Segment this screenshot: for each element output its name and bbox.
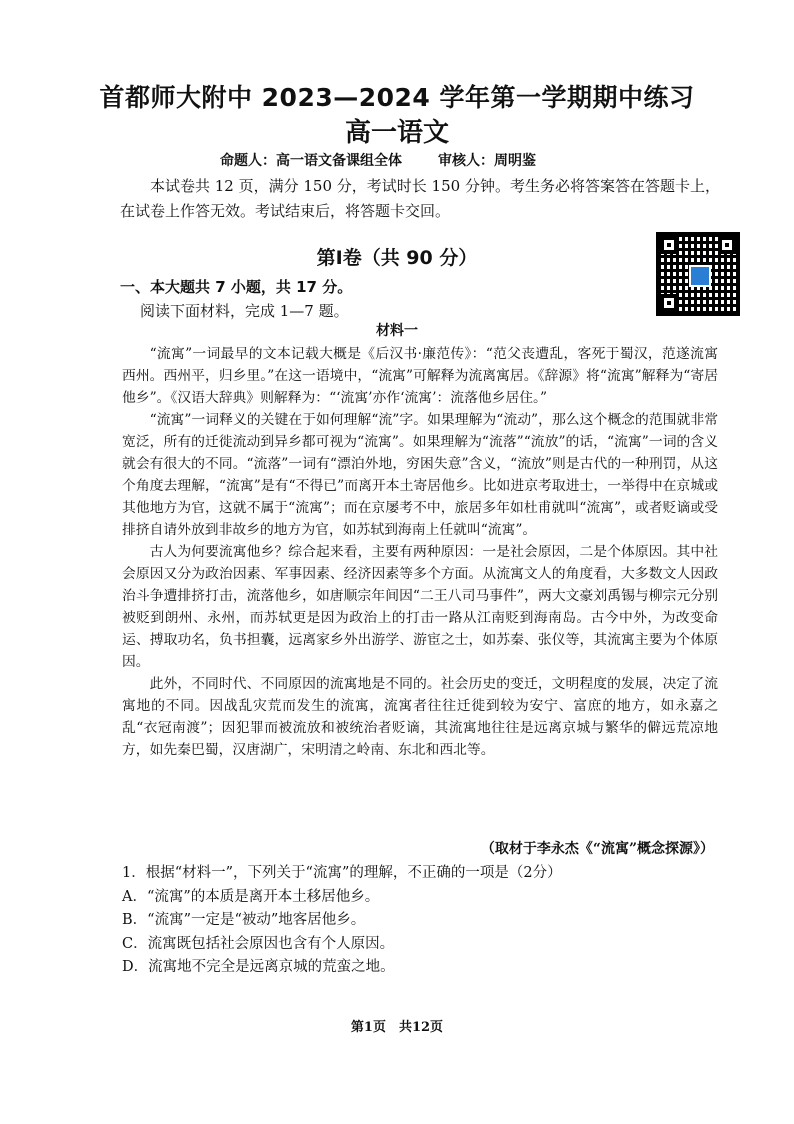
part-instruction: 阅读下面材料，完成 1—7 题。	[140, 302, 349, 320]
question-1	[122, 862, 722, 980]
material-source: （取材于李永杰《“流寓”概念探源》）	[480, 841, 714, 857]
qr-code-icon	[656, 232, 740, 316]
exam-notice: 本试卷共 12 页，满分 150 分，考试时长 150 分钟。考生务必将答案答在答题卡上，在试卷上作答无效。考试结束后，将答题卡交回。	[120, 177, 720, 220]
exam-title: 首都师大附中 2023—2024 学年第一学期期中练习	[99, 83, 695, 112]
material-title: 材料一	[376, 323, 418, 339]
material-paragraph: 古人为何要流寓他乡？综合起来看，主要有两种原因：一是社会原因，二是个体原因。其中社会原因又分为政治因素、军事因素、经济因素等多个方面。从流寓文人的角度看，大多数文人因政治斗争遭排挤打击，流落他乡，如唐顺宗年间因“二王八司马事件”，两大文豪刘禹锡与柳宗元分别被贬到朗州、永州，而苏轼更是因为政治上的打击一路从江南贬到海南岛。古今中外，为改变命运、搏取功名，负书担囊，远离家乡外出游学、游宦之士，如苏秦、张仪等，其流寓主要为个体原因。	[122, 544, 718, 670]
qr-logo-icon	[689, 265, 711, 287]
section-heading: 第Ⅰ卷（共 90 分）	[316, 247, 478, 269]
qr-finder-icon	[718, 236, 736, 254]
reviewer-text: 审核人：周明鉴	[438, 153, 536, 169]
setter-text: 命题人：高一语文备课组全体	[220, 153, 402, 169]
question-option-c: C．流寓既包括社会原因也含有个人原因。	[122, 935, 395, 952]
material-paragraph: “流寓”一词释义的关键在于如何理解“流”字。如果理解为“流动”，那么这个概念的范围就非常宽泛，所有的迁徙流动到异乡都可视为“流寓”。如果理解为“流落”“流放”的话，“流寓”一词的含义就会有很大的不同。“流落”一词有“漂泊外地，穷困失意”含义，“流放”则是古代的一种刑罚，从这个角度去理解，“流寓”是有“不得已”而离开本土寄居他乡。比如进京考取进士，一举得中在京城或其他地方为官，这就不属于“流寓”；而在京屡考不中，旅居多年如杜甫就叫“流寓”，或者贬谪或受排挤自请外放到非故乡的地方为官，如苏轼到海南上任就叫“流寓”。	[122, 412, 718, 538]
authors-line	[220, 150, 700, 170]
question-stem: 1．根据“材料一”，下列关于“流寓”的理解，不正确的一项是（2分）	[122, 865, 562, 881]
page-footer: 第1页 共12页	[350, 1020, 444, 1035]
part-heading: 一、本大题共 7 小题，共 17 分。	[120, 278, 353, 296]
material-paragraph: 此外，不同时代、不同原因的流寓地是不同的。社会历史的变迁，文明程度的发展，决定了流寓地的不同。因战乱灾荒而发生的流寓，流寓者往往迁徙到较为安宁、富庶的地方，如永嘉之乱“衣冠南渡”；因犯罪而被流放和被统治者贬谪，其流寓地往往是远离京城与繁华的僻远荒凉地方，如先秦巴蜀，汉唐湖广，宋明清之岭南、东北和西北等。	[122, 676, 718, 758]
qr-finder-icon	[660, 236, 678, 254]
question-option-d: D．流寓地不完全是远离京城的荒蛮之地。	[122, 959, 395, 975]
question-option-a: A．“流寓”的本质是离开本土移居他乡。	[122, 888, 380, 905]
qr-finder-icon	[660, 294, 678, 312]
material-body	[122, 343, 718, 761]
subject-title: 高一语文	[344, 118, 449, 148]
question-option-b: B．“流寓”一定是“被动”地客居他乡。	[122, 912, 366, 928]
material-paragraph: “流寓”一词最早的文本记载大概是《后汉书·廉范传》：“范父丧遭乱，客死于蜀汉，范遂流寓西州。西州平，归乡里。”在这一语境中，“流寓”可解释为流离寓居。《辞源》将“流寓”解释为“寄居他乡”。《汉语大辞典》则解释为：“‘流寓’亦作‘流寓’：流落他乡居住。”	[122, 346, 718, 406]
